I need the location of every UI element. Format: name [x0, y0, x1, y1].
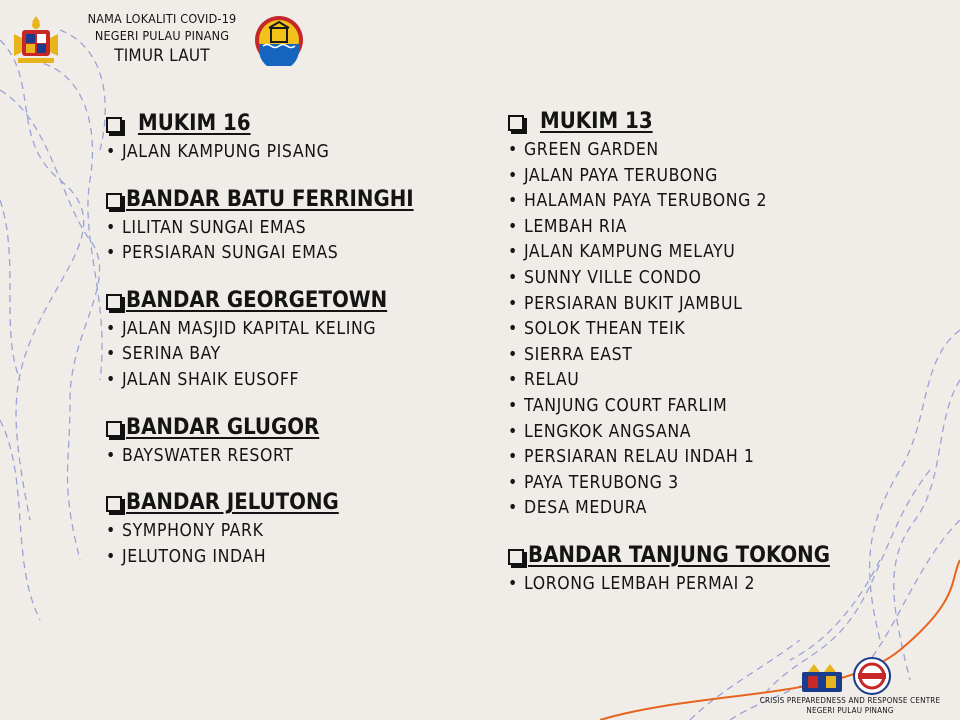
list-item: [508, 215, 908, 241]
list-item: [508, 343, 908, 369]
locality-list: [508, 572, 908, 598]
list-item: [508, 138, 908, 164]
list-item-label: SOLOK THEAN TEIK: [524, 319, 686, 340]
footer-line-1: CRISIS PREPAREDNESS AND RESPONSE CENTRE: [759, 696, 941, 705]
penang-state-logo-icon: [253, 14, 305, 66]
list-item-label: LEMBAH RIA: [524, 216, 628, 237]
bullet-icon: •: [508, 421, 518, 442]
list-item: [508, 317, 908, 343]
list-item: [508, 496, 908, 522]
list-item-label: PERSIARAN SUNGAI EMAS: [122, 243, 339, 264]
bullet-icon: •: [508, 165, 518, 186]
bullet-icon: •: [508, 267, 518, 288]
list-item: [106, 342, 486, 368]
section-title: BANDAR BATU FERRINGHI: [126, 186, 414, 212]
bullet-icon: •: [508, 573, 518, 594]
list-item: [508, 292, 908, 318]
checkbox-square-icon: [106, 421, 122, 437]
section-title: MUKIM 16: [138, 111, 251, 136]
locality-list: [106, 140, 486, 166]
list-item-label: SYMPHONY PARK: [122, 521, 264, 542]
section-heading: [106, 186, 486, 214]
list-item: [106, 317, 486, 343]
section-bandar-batu-ferringhi: [106, 186, 486, 267]
checkbox-square-icon: [508, 549, 524, 565]
list-item-label: SIERRA EAST: [524, 344, 633, 365]
checkbox-square-icon: [508, 115, 524, 131]
list-item-label: SERINA BAY: [122, 344, 221, 365]
list-item-label: LORONG LEMBAH PERMAI 2: [524, 573, 756, 594]
section-title: BANDAR TANJUNG TOKONG: [528, 542, 830, 568]
right-column: [508, 108, 908, 618]
list-item-label: TANJUNG COURT FARLIM: [524, 395, 728, 416]
bullet-icon: •: [106, 546, 116, 567]
list-item-label: JALAN PAYA TERUBONG: [524, 165, 718, 186]
footer-line-2: NEGERI PULAU PINANG: [806, 706, 894, 715]
list-item-label: DESA MEDURA: [524, 498, 647, 519]
bullet-icon: •: [106, 142, 116, 162]
section-title: BANDAR GEORGETOWN: [126, 287, 388, 313]
list-item-label: JALAN SHAIK EUSOFF: [122, 369, 300, 390]
checkbox-square-icon: [106, 117, 122, 133]
list-item-label: JELUTONG INDAH: [122, 546, 267, 567]
bullet-icon: •: [508, 293, 518, 314]
list-item: [508, 394, 908, 420]
list-item: [106, 368, 486, 394]
checkbox-square-icon: [106, 193, 122, 209]
bullet-icon: •: [106, 344, 116, 365]
bullet-icon: •: [508, 395, 518, 416]
list-item: [106, 444, 486, 470]
bullet-icon: •: [106, 318, 116, 339]
locality-list: [106, 216, 486, 267]
locality-list: [508, 138, 908, 522]
locality-list: [106, 444, 486, 470]
list-item-label: LILITAN SUNGAI EMAS: [122, 217, 307, 238]
list-item-label: HALAMAN PAYA TERUBONG 2: [524, 191, 768, 212]
response-team-badge-icon: [852, 656, 892, 696]
list-item-label: SUNNY VILLE CONDO: [524, 267, 702, 288]
section-title: BANDAR GLUGOR: [126, 414, 320, 440]
list-item: [106, 545, 486, 571]
section-heading: [106, 414, 486, 442]
section-bandar-tanjung-tokong: [508, 542, 908, 598]
section-heading: [106, 287, 486, 315]
bullet-icon: •: [106, 217, 116, 238]
list-item: [508, 266, 908, 292]
header-title: [62, 10, 262, 66]
section-heading: [106, 489, 486, 517]
list-item: [508, 420, 908, 446]
list-item: [508, 164, 908, 190]
locality-list: [106, 317, 486, 394]
bullet-icon: •: [508, 447, 518, 468]
list-item: [106, 140, 486, 166]
list-item-label: RELAU: [524, 370, 580, 391]
bullet-icon: •: [508, 140, 518, 160]
bullet-icon: •: [508, 191, 518, 212]
list-item: [508, 445, 908, 471]
bullet-icon: •: [508, 216, 518, 237]
section-bandar-jelutong: [106, 489, 486, 570]
list-item: [508, 189, 908, 215]
section-bandar-glugor: [106, 414, 486, 470]
bullet-icon: •: [106, 445, 116, 466]
bullet-icon: •: [508, 472, 518, 493]
bullet-icon: •: [508, 242, 518, 263]
section-title: MUKIM 13: [540, 109, 653, 134]
section-mukim-13: [508, 108, 908, 522]
header-line-3: TIMUR LAUT: [114, 46, 210, 66]
list-item: [508, 471, 908, 497]
list-item-label: JALAN MASJID KAPITAL KELING: [122, 318, 377, 339]
section-heading: [508, 542, 908, 570]
section-heading: [106, 110, 486, 138]
list-item: [508, 240, 908, 266]
left-column: [106, 110, 486, 590]
list-item: [106, 519, 486, 545]
list-item-label: GREEN GARDEN: [524, 140, 659, 160]
bullet-icon: •: [106, 243, 116, 264]
bullet-icon: •: [508, 370, 518, 391]
section-bandar-georgetown: [106, 287, 486, 394]
crisis-centre-emblem-icon: [800, 662, 844, 694]
checkbox-square-icon: [106, 294, 122, 310]
locality-list: [106, 519, 486, 570]
section-title: BANDAR JELUTONG: [126, 490, 339, 516]
malaysia-crest-icon: [8, 12, 64, 68]
section-heading: [508, 108, 908, 136]
checkbox-square-icon: [106, 496, 122, 512]
bullet-icon: •: [106, 369, 116, 390]
list-item-label: PERSIARAN BUKIT JAMBUL: [524, 293, 743, 314]
list-item-label: PAYA TERUBONG 3: [524, 472, 679, 493]
list-item: [508, 572, 908, 598]
bullet-icon: •: [508, 498, 518, 519]
bullet-icon: •: [508, 344, 518, 365]
header-line-1: NAMA LOKALITI COVID-19: [87, 11, 237, 26]
list-item-label: BAYSWATER RESORT: [122, 445, 294, 466]
list-item-label: JALAN KAMPUNG PISANG: [122, 142, 330, 162]
list-item-label: PERSIARAN RELAU INDAH 1: [524, 447, 755, 468]
list-item-label: LENGKOK ANGSANA: [524, 421, 692, 442]
list-item: [106, 216, 486, 242]
bullet-icon: •: [508, 319, 518, 340]
header-line-2: NEGERI PULAU PINANG: [94, 28, 230, 43]
list-item: [508, 368, 908, 394]
section-mukim-16: [106, 110, 486, 166]
list-item: [106, 241, 486, 267]
bullet-icon: •: [106, 521, 116, 542]
footer-caption: [735, 696, 960, 716]
list-item-label: JALAN KAMPUNG MELAYU: [524, 242, 736, 263]
